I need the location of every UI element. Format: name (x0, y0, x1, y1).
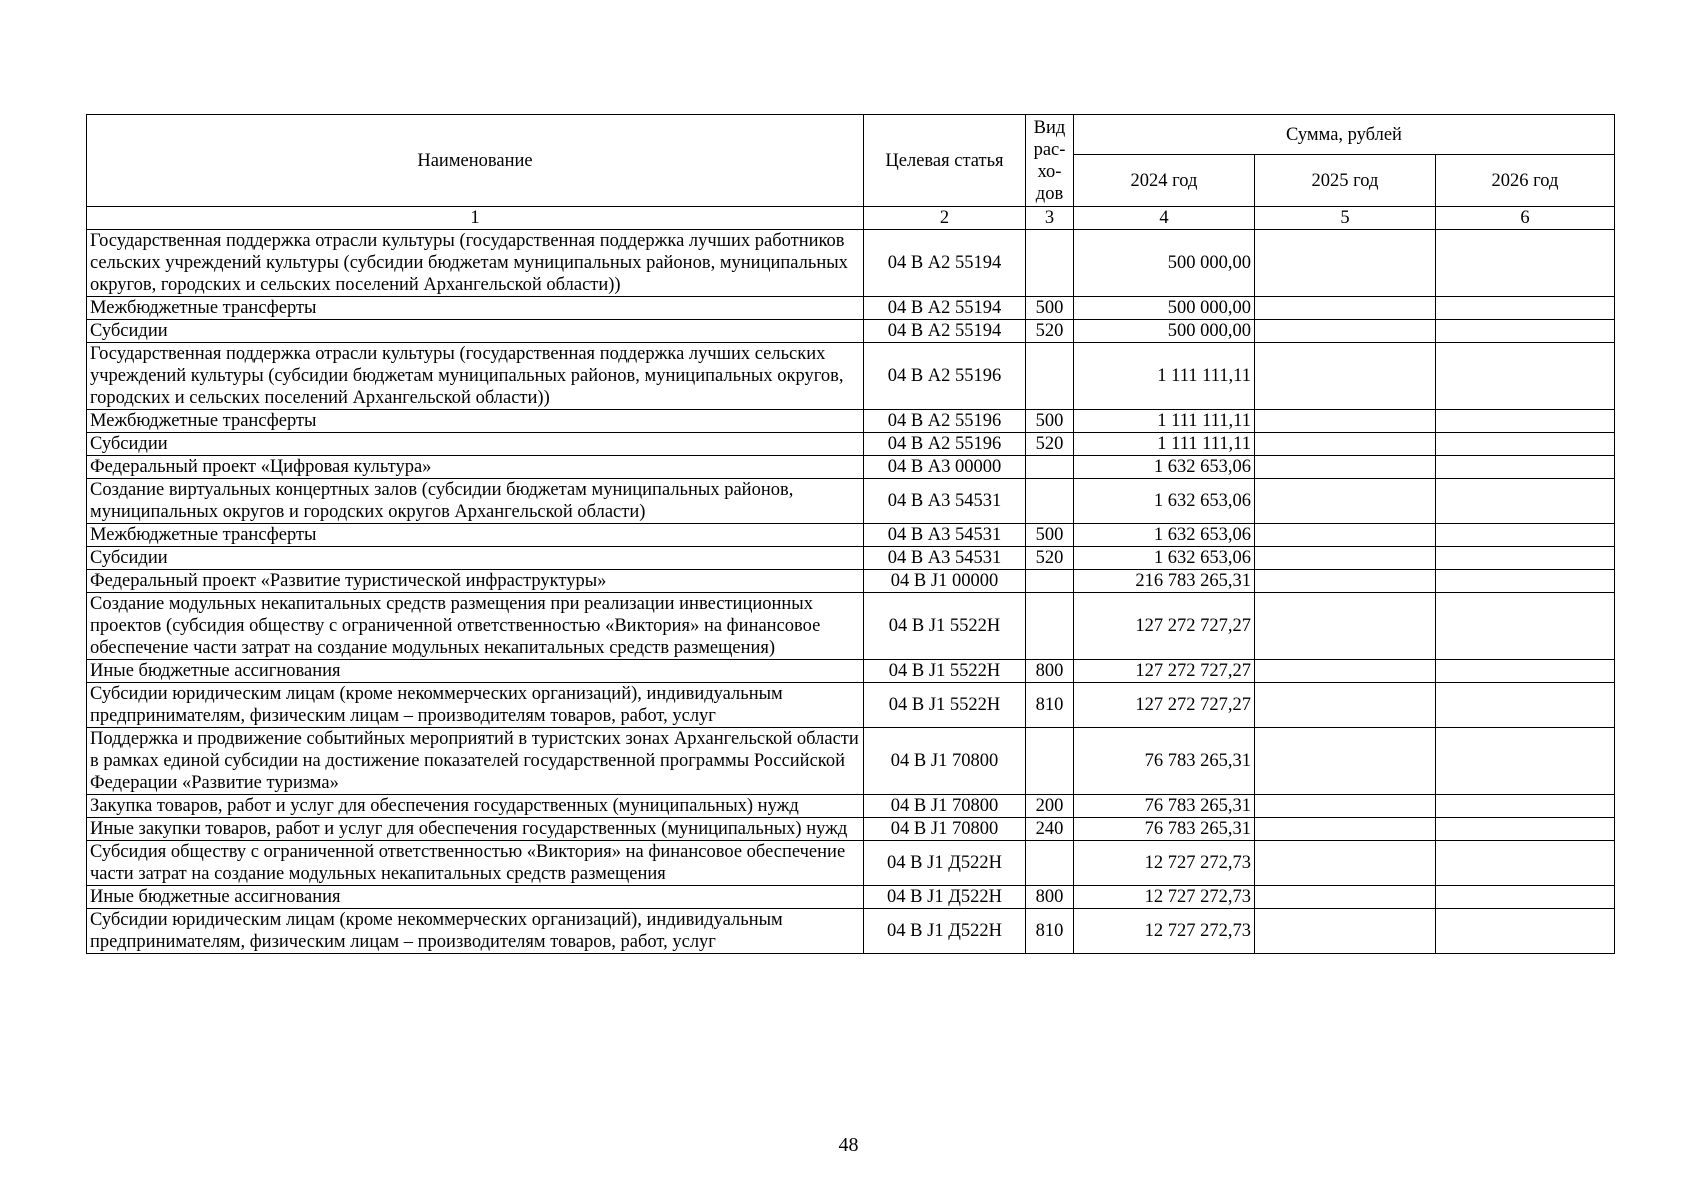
row-expense-type: 240 (1026, 818, 1074, 841)
row-name: Иные бюджетные ассигнования (87, 660, 864, 683)
row-expense-type: 520 (1026, 433, 1074, 456)
row-name: Межбюджетные трансферты (87, 410, 864, 433)
row-sum-2024: 12 727 272,73 (1074, 909, 1255, 954)
table-row (87, 593, 1615, 660)
row-name: Закупка товаров, работ и услуг для обеспечения государственных (муниципальных) нужд (87, 795, 864, 818)
row-sum-2025 (1255, 456, 1436, 479)
row-sum-2024: 500 000,00 (1074, 297, 1255, 320)
row-sum-2026 (1436, 320, 1615, 343)
row-name: Субсидии юридическим лицам (кроме некоммерческих организаций), индивидуальным предпринимателям, физическим лицам – производителям товаров, работ, услуг (87, 909, 864, 954)
row-sum-2025 (1255, 795, 1436, 818)
row-target-article: 04 В J1 Д522Н (864, 886, 1026, 909)
row-sum-2026 (1436, 410, 1615, 433)
row-target-article: 04 В А3 00000 (864, 456, 1026, 479)
table-row (87, 320, 1615, 343)
row-sum-2026 (1436, 660, 1615, 683)
row-target-article: 04 В J1 70800 (864, 818, 1026, 841)
row-expense-type (1026, 479, 1074, 524)
row-target-article: 04 В А3 54531 (864, 547, 1026, 570)
row-sum-2025 (1255, 433, 1436, 456)
row-sum-2024: 76 783 265,31 (1074, 728, 1255, 795)
row-sum-2026 (1436, 683, 1615, 728)
row-sum-2026 (1436, 728, 1615, 795)
row-sum-2026 (1436, 818, 1615, 841)
table-row (87, 230, 1615, 297)
row-expense-type (1026, 728, 1074, 795)
header-expense-type-line: Вид (1033, 117, 1066, 138)
row-sum-2024: 1 632 653,06 (1074, 479, 1255, 524)
row-sum-2026 (1436, 593, 1615, 660)
row-target-article: 04 В J1 00000 (864, 570, 1026, 593)
row-sum-2026 (1436, 456, 1615, 479)
table-row (87, 886, 1615, 909)
table-row (87, 433, 1615, 456)
row-sum-2026 (1436, 524, 1615, 547)
header-expense-type-line: хо- (1037, 161, 1062, 182)
row-target-article: 04 В А2 55196 (864, 433, 1026, 456)
row-sum-2026 (1436, 433, 1615, 456)
row-target-article: 04 В J1 5522Н (864, 593, 1026, 660)
table-row (87, 410, 1615, 433)
row-sum-2024: 216 783 265,31 (1074, 570, 1255, 593)
row-expense-type (1026, 570, 1074, 593)
row-expense-type (1026, 343, 1074, 410)
row-expense-type: 810 (1026, 909, 1074, 954)
row-expense-type: 500 (1026, 524, 1074, 547)
row-target-article: 04 В А2 55194 (864, 320, 1026, 343)
row-sum-2024: 76 783 265,31 (1074, 818, 1255, 841)
row-name: Федеральный проект «Развитие туристической инфраструктуры» (87, 570, 864, 593)
header-sum: Сумма, рублей (1074, 115, 1615, 155)
row-sum-2025 (1255, 818, 1436, 841)
row-name: Поддержка и продвижение событийных мероприятий в туристских зонах Архангельской области в рамках единой субсидии на достижение показателей государственной программы Российской Федерации «Развитие туризма» (87, 728, 864, 795)
row-sum-2025 (1255, 886, 1436, 909)
row-expense-type: 520 (1026, 320, 1074, 343)
row-target-article: 04 В J1 5522Н (864, 683, 1026, 728)
table-row (87, 795, 1615, 818)
row-sum-2026 (1436, 795, 1615, 818)
row-sum-2026 (1436, 547, 1615, 570)
header-expense-type-line: дов (1035, 183, 1064, 204)
page-number: 48 (838, 1134, 859, 1156)
table-row (87, 728, 1615, 795)
row-expense-type: 800 (1026, 660, 1074, 683)
row-sum-2025 (1255, 841, 1436, 886)
row-sum-2025 (1255, 660, 1436, 683)
row-sum-2026 (1436, 230, 1615, 297)
row-sum-2026 (1436, 886, 1615, 909)
row-target-article: 04 В А3 54531 (864, 479, 1026, 524)
column-number: 3 (1026, 207, 1074, 230)
row-sum-2026 (1436, 841, 1615, 886)
row-sum-2025 (1255, 524, 1436, 547)
row-sum-2025 (1255, 909, 1436, 954)
row-expense-type: 500 (1026, 297, 1074, 320)
row-sum-2026 (1436, 343, 1615, 410)
row-name: Иные закупки товаров, работ и услуг для обеспечения государственных (муниципальных) нужд (87, 818, 864, 841)
row-sum-2025 (1255, 410, 1436, 433)
column-number: 6 (1436, 207, 1615, 230)
row-sum-2024: 12 727 272,73 (1074, 841, 1255, 886)
table-row (87, 818, 1615, 841)
table-row (87, 343, 1615, 410)
row-expense-type (1026, 230, 1074, 297)
row-expense-type (1026, 841, 1074, 886)
header-target-article: Целевая статья (864, 115, 1026, 207)
budget-table (86, 114, 1615, 954)
row-sum-2024: 76 783 265,31 (1074, 795, 1255, 818)
header-expense-type (1026, 115, 1074, 207)
table-row (87, 297, 1615, 320)
table-row (87, 660, 1615, 683)
row-sum-2024: 1 111 111,11 (1074, 433, 1255, 456)
row-sum-2025 (1255, 320, 1436, 343)
table-body (87, 230, 1615, 954)
row-sum-2024: 500 000,00 (1074, 230, 1255, 297)
row-name: Субсидии (87, 320, 864, 343)
row-sum-2024: 1 111 111,11 (1074, 343, 1255, 410)
row-sum-2026 (1436, 570, 1615, 593)
row-sum-2025 (1255, 593, 1436, 660)
row-target-article: 04 В J1 70800 (864, 795, 1026, 818)
row-name: Межбюджетные трансферты (87, 297, 864, 320)
row-sum-2025 (1255, 230, 1436, 297)
row-sum-2024: 1 632 653,06 (1074, 456, 1255, 479)
row-name: Субсидия обществу с ограниченной ответственностью «Виктория» на финансовое обеспечение части затрат на создание модульных некапитальных средств размещения (87, 841, 864, 886)
row-sum-2024: 1 632 653,06 (1074, 524, 1255, 547)
row-target-article: 04 В J1 Д522Н (864, 841, 1026, 886)
table-row (87, 909, 1615, 954)
row-sum-2025 (1255, 343, 1436, 410)
row-target-article: 04 В J1 5522Н (864, 660, 1026, 683)
table-row (87, 683, 1615, 728)
row-name: Межбюджетные трансферты (87, 524, 864, 547)
row-expense-type (1026, 456, 1074, 479)
row-target-article: 04 В А2 55194 (864, 230, 1026, 297)
table-row (87, 456, 1615, 479)
table-row (87, 547, 1615, 570)
header-year-2025: 2025 год (1255, 155, 1436, 207)
row-sum-2025 (1255, 683, 1436, 728)
row-target-article: 04 В А3 54531 (864, 524, 1026, 547)
row-sum-2024: 127 272 727,27 (1074, 593, 1255, 660)
row-name: Государственная поддержка отрасли культуры (государственная поддержка лучших сельских учреждений культуры (субсидии бюджетам муниципальных районов, муниципальных округов, городских и сельских поселений Архангельской области)) (87, 343, 864, 410)
row-name: Создание модульных некапитальных средств размещения при реализации инвестиционных проектов (субсидия обществу с ограниченной ответственностью «Виктория» на финансовое обеспечение части затрат на создание модульных некапитальных средств размещения) (87, 593, 864, 660)
row-sum-2024: 127 272 727,27 (1074, 660, 1255, 683)
row-sum-2025 (1255, 570, 1436, 593)
table-row (87, 479, 1615, 524)
row-target-article: 04 В J1 Д522Н (864, 909, 1026, 954)
row-sum-2025 (1255, 479, 1436, 524)
row-sum-2024: 1 111 111,11 (1074, 410, 1255, 433)
row-expense-type: 800 (1026, 886, 1074, 909)
row-target-article: 04 В А2 55194 (864, 297, 1026, 320)
table-row (87, 524, 1615, 547)
row-name: Субсидии (87, 547, 864, 570)
row-expense-type: 810 (1026, 683, 1074, 728)
header-year-2026: 2026 год (1436, 155, 1615, 207)
column-number: 1 (87, 207, 864, 230)
row-sum-2026 (1436, 297, 1615, 320)
row-expense-type (1026, 593, 1074, 660)
row-name: Федеральный проект «Цифровая культура» (87, 456, 864, 479)
row-expense-type: 520 (1026, 547, 1074, 570)
row-sum-2024: 12 727 272,73 (1074, 886, 1255, 909)
row-expense-type: 500 (1026, 410, 1074, 433)
row-target-article: 04 В J1 70800 (864, 728, 1026, 795)
row-sum-2024: 500 000,00 (1074, 320, 1255, 343)
row-sum-2026 (1436, 479, 1615, 524)
row-expense-type: 200 (1026, 795, 1074, 818)
header-expense-type-line: рас- (1033, 139, 1066, 160)
column-number: 2 (864, 207, 1026, 230)
table-row (87, 841, 1615, 886)
row-sum-2026 (1436, 909, 1615, 954)
row-name: Субсидии юридическим лицам (кроме некоммерческих организаций), индивидуальным предпринимателям, физическим лицам – производителям товаров, работ, услуг (87, 683, 864, 728)
row-sum-2024: 1 632 653,06 (1074, 547, 1255, 570)
row-sum-2024: 127 272 727,27 (1074, 683, 1255, 728)
row-name: Иные бюджетные ассигнования (87, 886, 864, 909)
column-number: 5 (1255, 207, 1436, 230)
header-year-2024: 2024 год (1074, 155, 1255, 207)
row-sum-2025 (1255, 728, 1436, 795)
header-name: Наименование (87, 115, 864, 207)
row-target-article: 04 В А2 55196 (864, 343, 1026, 410)
row-sum-2025 (1255, 547, 1436, 570)
table-row (87, 570, 1615, 593)
row-name: Субсидии (87, 433, 864, 456)
row-name: Создание виртуальных концертных залов (субсидии бюджетам муниципальных районов, муниципальных округов и городских округов Архангельской области) (87, 479, 864, 524)
row-name: Государственная поддержка отрасли культуры (государственная поддержка лучших работников сельских учреждений культуры (субсидии бюджетам муниципальных районов, муниципальных округов, городских и сельских поселений Архангельской области)) (87, 230, 864, 297)
row-sum-2025 (1255, 297, 1436, 320)
row-target-article: 04 В А2 55196 (864, 410, 1026, 433)
column-number: 4 (1074, 207, 1255, 230)
